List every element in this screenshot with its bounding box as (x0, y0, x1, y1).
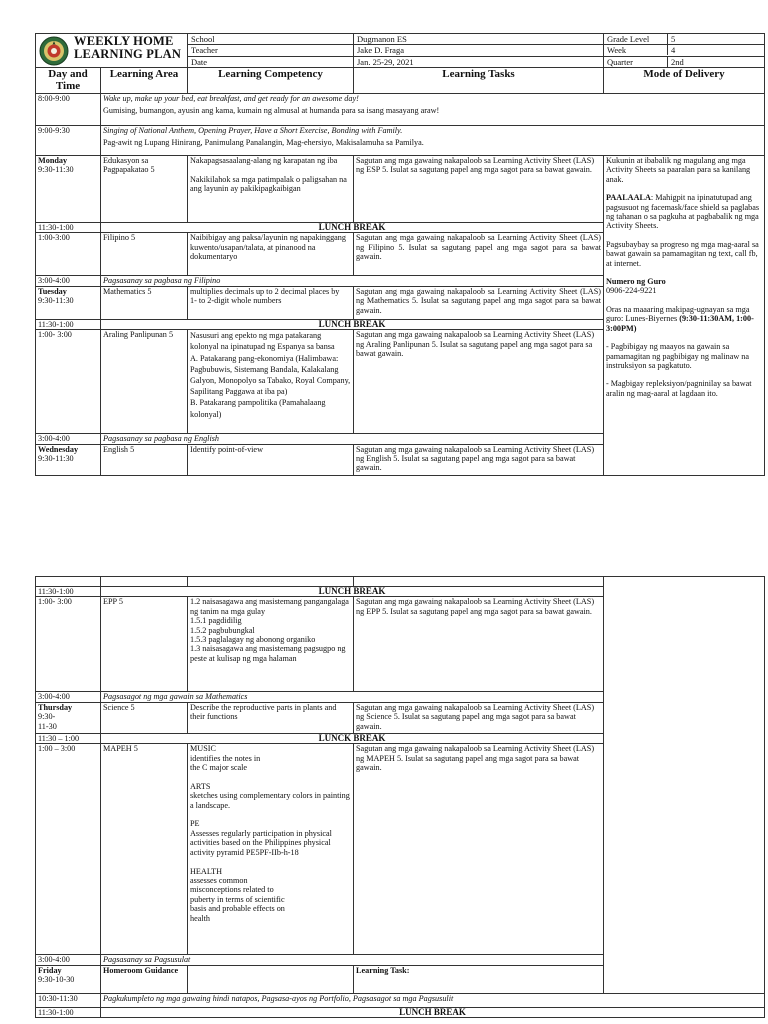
time-cell: 1:00 – 3:00 (36, 744, 101, 955)
learning-area-cell: EPP 5 (101, 597, 188, 692)
time-label: 9:30-11:30 (38, 165, 74, 175)
competency-cell: Nakapagsasaalang-alang ng karapatan ng iba Nakikilahok sa mga patimpalak o paligsahan na ang layunin ay pakikipagkaibigan (188, 156, 354, 223)
lunch-break-cell: LUNCK BREAK (101, 733, 604, 743)
day-time-cell (36, 286, 101, 319)
time-cell: 1:00- 3:00 (36, 597, 101, 692)
time-label: 9:30- 11-30 (38, 712, 57, 731)
routine-cell (101, 126, 765, 156)
time-cell: 3:00-4:00 (36, 692, 101, 702)
mode-of-delivery-cell (604, 577, 765, 994)
day-time-cell (36, 965, 101, 993)
time-cell: 9:00-9:30 (36, 126, 101, 156)
day-time-cell (36, 156, 101, 223)
time-label: 9:30-11:30 (38, 454, 74, 464)
mode-of-delivery-cell (604, 156, 765, 476)
competency-cell: 1.2 naisasagawa ang masistemang pangangalaga ng tanim na mga gulay 1.5.1 pagdidilig 1.5.2 pagbubungkal 1.5.3 paglalagay ng abonong organiko 1.3 naisasagawa ang masistemang pagsugpo ng peste at kulisap ng mga halaman (188, 597, 354, 692)
time-cell: 3:00-4:00 (36, 434, 101, 444)
quarter-value: 2nd (671, 56, 684, 67)
date-label: Date (188, 56, 354, 67)
paalala-text: : Mahigpit na ipinatutupad ang pagsusuot ng facemask/face shield sa paglabas ng tahanan o sa pagkuha at pagbabalik ng mga Activity Sheets. (606, 193, 760, 231)
day-label: Friday (38, 965, 62, 975)
numero-value: 0906-224-9221 (606, 286, 657, 296)
lunch-break-cell: LUNCH BREAK (101, 1007, 765, 1017)
plan-title-line2: LEARNING PLAN (74, 47, 182, 61)
activity-cell: Pagsasanay sa Pagsusulat (101, 955, 604, 965)
plan-table-1 (35, 33, 765, 476)
activity-cell: Pagsasanay sa pagbasa ng English (101, 434, 604, 444)
lunch-break-cell: LUNCH BREAK (101, 319, 604, 329)
paalala-label: PAALAALA (606, 193, 651, 203)
grade-value: 5 (671, 34, 676, 44)
time-cell: 11:30-1:00 (36, 319, 101, 329)
school-value: Dugmanon ES (354, 34, 604, 45)
plan-table-2 (35, 576, 765, 1018)
learning-area-cell: Filipino 5 (101, 233, 188, 276)
teacher-label: Teacher (188, 45, 354, 56)
routine-line-filipino: Pag-awit ng Lupang Hinirang, Panimulang Panalangin, Mag-ehersiyo, Makisalamuha sa Pamilya. (103, 138, 424, 148)
col-tasks: Learning Tasks (354, 68, 604, 94)
delivery-text-3: - Pagbibigay ng maayos na gawain sa pamamagitan ng pagbibigay ng malinaw na instruksiyon sa pagkatuto. (606, 342, 750, 370)
day-time-cell (36, 702, 101, 733)
task-cell: Sagutan ang mga gawaing nakapaloob sa Learning Activity Sheet (LAS) ng Science 5. Isulat sa sagutang papel ang mga sagot para sa bawat gawain. (354, 702, 604, 733)
day-label: Tuesday (38, 286, 67, 296)
activity-cell: Pagsasagot ng mga gawain sa Mathematics (101, 692, 604, 702)
oras-hours: (9:30-11:30AM, 1:00-3:00PM) (606, 314, 754, 333)
task-cell: Sagutan ang mga gawaing nakapaloob sa Learning Activity Sheet (LAS) ng Filipino 5. Isulat sa sagutang papel ang mga sagot para sa bawat gawain. (354, 233, 604, 276)
delivery-text-2: Pagsubaybay sa progreso ng mga mag-aaral sa bawat gawain sa pamamagitan ng text, call fb, at internet. (606, 239, 759, 268)
lunch-break-cell: LUNCH BREAK (101, 223, 604, 233)
learning-area-cell: Edukasyon sa Pagpapakatao 5 (101, 156, 188, 223)
delivery-text-4: - Magbigay repleksiyon/pagninilay sa bawat aralin ng mag-aaral at lagdaan ito. (606, 379, 752, 398)
lunch-break-cell: LUNCH BREAK (101, 587, 604, 597)
deped-seal-icon (39, 36, 69, 66)
competency-cell: Nasusuri ang epekto ng mga patakarang kolonyal na ipinatupad ng Espanya sa bansa A. Patakarang pang-ekonomiya (Halimbawa: Pagbubuwis, Sistemang Bandala, Kalakalang Galyon, Monopolyo sa Tabako, Royal Company, Sapilitang Paggawa at iba pa) B. Patakarang pampolitika (Pamahalaang kolonyal) (188, 330, 354, 434)
col-learning-area: Learning Area (101, 68, 188, 94)
competency-cell: Describe the reproductive parts in plants and their functions (188, 702, 354, 733)
col-delivery: Mode of Delivery (604, 68, 765, 94)
date-value: Jan. 25-29, 2021 (354, 56, 604, 67)
time-cell: 11:30-1:00 (36, 1007, 101, 1017)
competency-cell (188, 965, 354, 993)
plan-title-line1: WEEKLY HOME (74, 34, 174, 48)
competency-cell: MUSIC identifies the notes in the C major scale ARTS sketches using complementary colors in painting a landscape. PE Assesses regularly participation in physical activities based on the Philippines physical activity pyramid PE5PF-IIb-h-18 HEALTH assesses common misconceptions related to puberty in terms of scientific basis and probable effects on health (188, 744, 354, 955)
task-cell: Sagutan ang mga gawaing nakapaloob sa Learning Activity Sheet (LAS) ng English 5. Isulat sa sagutang papel ang mga sagot para sa bawat gawain. (354, 444, 604, 475)
routine-line-filipino: Gumising, bumangon, ayusin ang kama, kumain ng almusal at humanda para sa isang masayang araw! (103, 106, 440, 116)
time-cell: 11:30-1:00 (36, 223, 101, 233)
plan-page-2 (35, 576, 764, 1018)
day-label: Wednesday (38, 444, 79, 454)
routine-cell (101, 94, 765, 126)
time-cell: 3:00-4:00 (36, 955, 101, 965)
time-label: 9:30-11:30 (38, 296, 74, 306)
plan-page-1 (35, 33, 764, 476)
delivery-text-1: Kukunin at ibabalik ng magulang ang mga Activity Sheets sa paaralan para sa kanilang anak. (606, 156, 751, 184)
time-cell: 8:00-9:00 (36, 94, 101, 126)
time-cell: 1:00-3:00 (36, 233, 101, 276)
oras-text: Oras na maaaring makipag-ugnayan sa mga guro: Lunes-Biyernes (606, 304, 750, 324)
activity-cell: Pagsasanay sa pagbasa ng Filipino (101, 276, 604, 286)
task-cell: Sagutan ang mga gawaing nakapaloob sa Learning Activity Sheet (LAS) ng MAPEH 5. Isulat sa sagutang papel ang mga sagot para sa bawat gawain. (354, 744, 604, 955)
learning-area-cell: Science 5 (101, 702, 188, 733)
learning-area-cell: English 5 (101, 444, 188, 475)
numero-label: Numero ng Guro (606, 277, 666, 287)
time-cell: 10:30-11:30 (36, 993, 101, 1007)
school-label: School (188, 34, 354, 45)
quarter-label: Quarter (604, 57, 668, 67)
task-cell: Learning Task: (354, 965, 604, 993)
learning-area-cell: Mathematics 5 (101, 286, 188, 319)
day-time-cell (36, 444, 101, 475)
time-cell: 1:00- 3:00 (36, 330, 101, 434)
grade-label: Grade Level (604, 34, 668, 44)
time-cell: 3:00-4:00 (36, 276, 101, 286)
time-label: 9:30-10-30 (38, 975, 75, 985)
day-label: Thursday (38, 702, 73, 712)
day-label: Monday (38, 156, 68, 165)
time-cell: 11:30-1:00 (36, 587, 101, 597)
activity-cell: Pagkukumpleto ng mga gawaing hindi natapos, Pagsasa-ayos ng Portfolio, Pagsasagot sa mga Pagsusulit (101, 993, 765, 1007)
col-competency: Learning Competency (188, 68, 354, 94)
col-day-time: Day and Time (36, 68, 101, 94)
competency-cell: multiplies decimals up to 2 decimal places by 1- to 2-digit whole numbers (188, 286, 354, 319)
time-cell: 11:30 – 1:00 (36, 733, 101, 743)
task-cell: Sagutan ang mga gawaing nakapaloob sa Learning Activity Sheet (LAS) ng Mathematics 5. Isulat sa sagutang papel ang mga sagot para sa bawat gawain. (354, 286, 604, 319)
routine-line-english: Singing of National Anthem, Opening Prayer, Have a Short Exercise, Bonding with Family. (103, 126, 403, 135)
competency-cell: Naibibigay ang paksa/layunin ng napakinggang kuwento/usapan/talata, at pinanood na dokumentaryo (188, 233, 354, 276)
teacher-value: Jake D. Fraga (354, 45, 604, 56)
learning-area-cell: Araling Panlipunan 5 (101, 330, 188, 434)
routine-line-english: Wake up, make up your bed, eat breakfast, and get ready for an awesome day! (103, 94, 359, 103)
competency-cell: Identify point-of-view (188, 444, 354, 475)
task-cell: Sagutan ang mga gawaing nakapaloob sa Learning Activity Sheet (LAS) ng EPP 5. Isulat sa sagutang papel ang mga sagot para sa bawat gawain. (354, 597, 604, 692)
learning-area-cell: Homeroom Guidance (101, 965, 188, 993)
task-cell: Sagutan ang mga gawaing nakapaloob sa Learning Activity Sheet (LAS) ng Araling Panlipunan 5. Isulat sa sagutang papel ang mga sagot para sa bawat gawain. (354, 330, 604, 434)
task-cell: Sagutan ang mga gawaing nakapaloob sa Learning Activity Sheet (LAS) ng ESP 5. Isulat sa sagutang papel ang mga sagot para sa bawat gawain. (354, 156, 604, 223)
learning-area-cell: MAPEH 5 (101, 744, 188, 955)
week-label: Week (604, 45, 668, 55)
week-value: 4 (671, 45, 676, 56)
title-cell (36, 34, 188, 68)
